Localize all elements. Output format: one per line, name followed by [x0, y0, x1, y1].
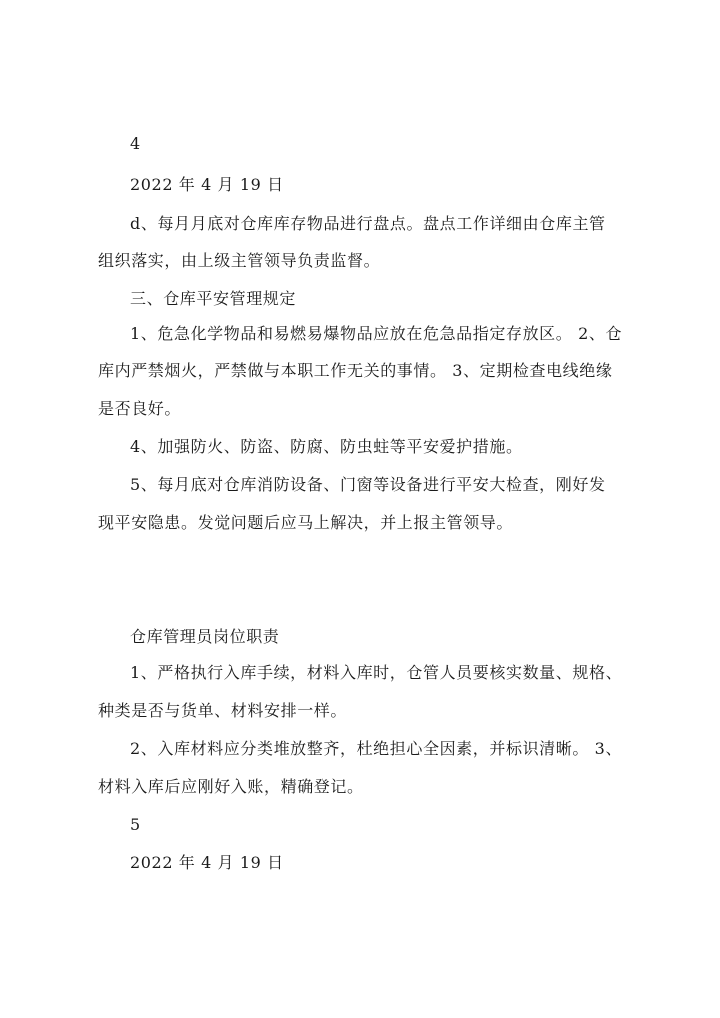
paragraph-line: 材料入库后应刚好入账，精确登记。: [98, 777, 364, 796]
paragraph-line: 5、每月底对仓库消防设备、门窗等设备进行平安大检查，刚好发: [130, 475, 606, 494]
paragraph-line: 现平安隐患。发觉问题后应马上解决，并上报主管领导。: [98, 513, 514, 532]
page-date: 2022 年 4 月 19 日: [130, 175, 284, 194]
paragraph-line: d、每月月底对仓库库存物品进行盘点。盘点工作详细由仓库主管: [130, 214, 606, 233]
section-heading: 三、仓库平安管理规定: [130, 289, 297, 308]
paragraph-line: 1、危急化学物品和易燃易爆物品应放在危急品指定存放区。 2、仓: [130, 324, 623, 343]
page-number: 4: [130, 134, 141, 153]
section-heading: 仓库管理员岗位职责: [130, 627, 280, 646]
paragraph-line: 库内严禁烟火，严禁做与本职工作无关的事情。 3、定期检查电线绝缘: [98, 361, 613, 380]
paragraph-line: 种类是否与货单、材料安排一样。: [98, 701, 348, 720]
paragraph-line: 2、入库材料应分类堆放整齐，杜绝担心全因素，并标识清晰。 3、: [130, 739, 623, 758]
paragraph-line: 是否良好。: [98, 399, 182, 418]
paragraph-line: 4、加强防火、防盗、防腐、防虫蛀等平安爱护措施。: [130, 437, 523, 456]
page-number: 5: [130, 815, 141, 834]
page-date: 2022 年 4 月 19 日: [130, 853, 284, 872]
paragraph-line: 组织落实，由上级主管领导负责监督。: [98, 251, 381, 270]
paragraph-line: 1、严格执行入库手续，材料入库时，仓管人员要核实数量、规格、: [130, 663, 623, 682]
